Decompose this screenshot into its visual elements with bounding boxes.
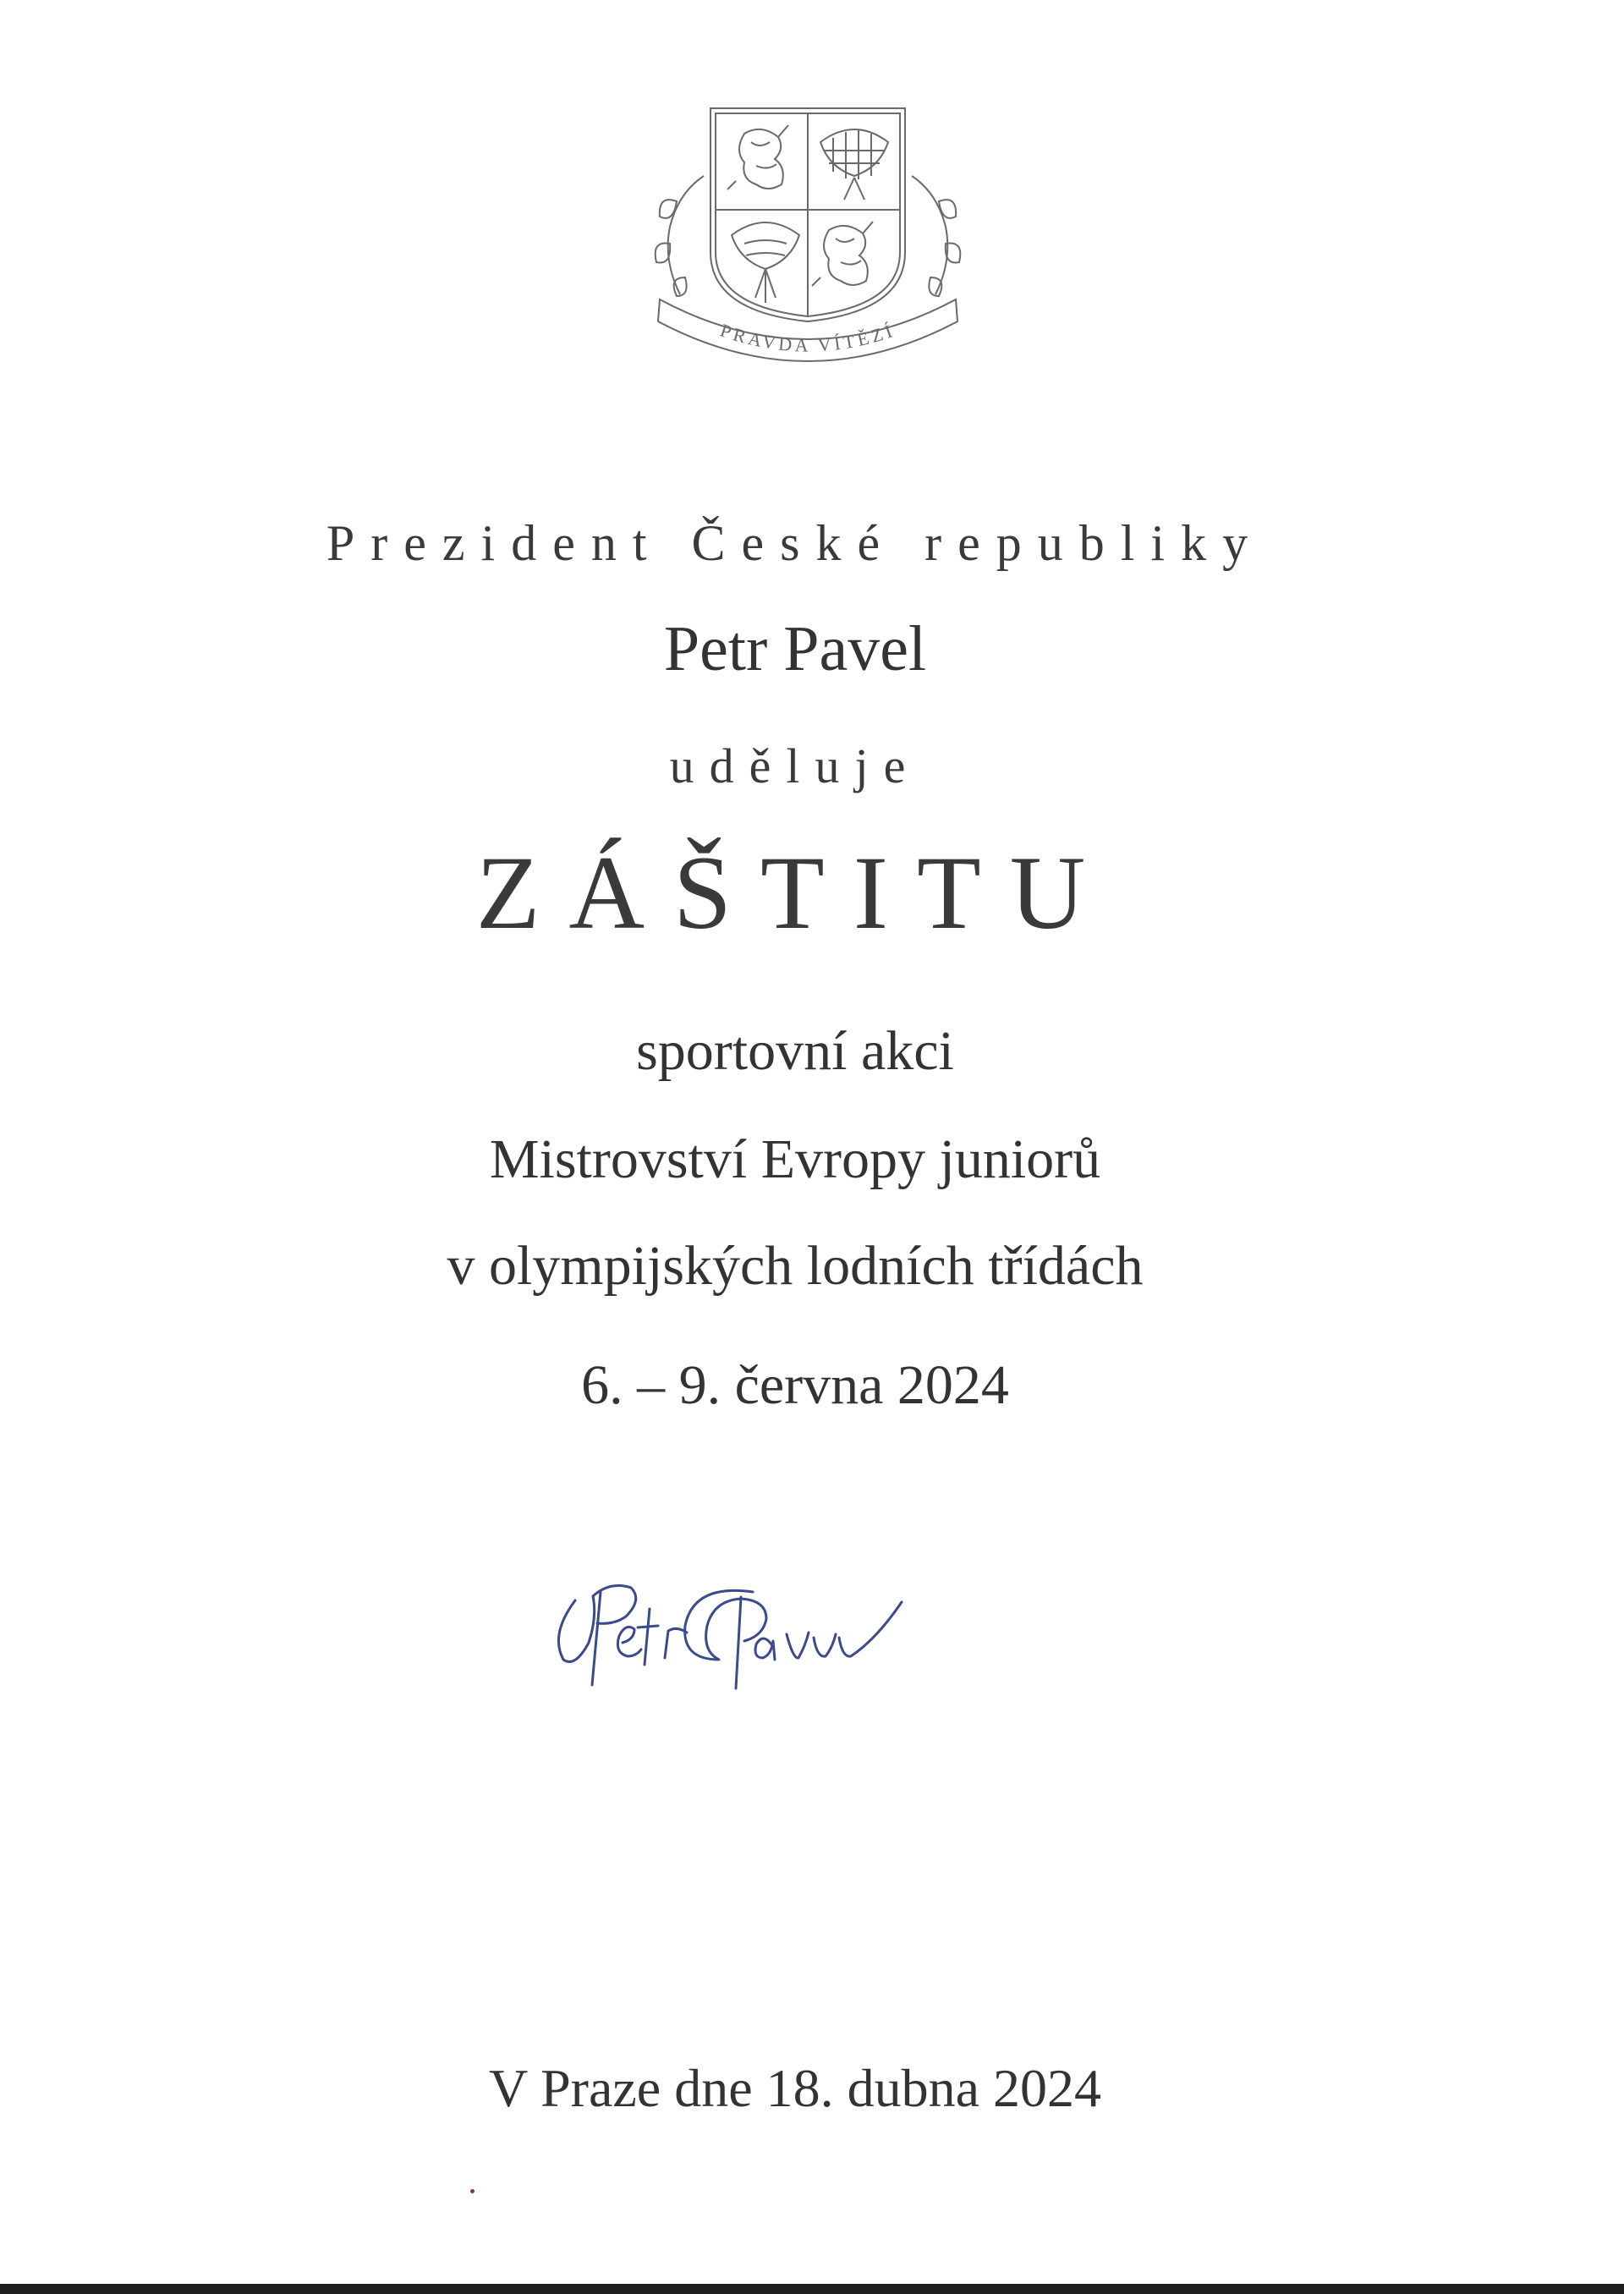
handwritten-signature-icon [541, 1567, 990, 1693]
svg-text:PRAVDA VÍTĚZÍ: PRAVDA VÍTĚZÍ [717, 319, 898, 356]
event-name: Mistrovství Evropy juniorů [489, 1128, 1101, 1190]
grant-verb: uděluje [669, 738, 921, 793]
event-classes: v olympijských lodních třídách [447, 1235, 1144, 1297]
paper-speck [470, 2189, 475, 2193]
event-dates: 6. – 9. června 2024 [581, 1354, 1009, 1416]
president-name: Petr Pavel [663, 613, 927, 684]
event-type: sportovní akci [636, 1020, 954, 1082]
state-coat-of-arms-icon [651, 100, 964, 387]
page-bottom-edge [0, 2284, 1624, 2294]
office-title: Prezident České republiky [326, 515, 1265, 571]
award-title: ZÁŠTITU [475, 835, 1115, 951]
place-and-date: V Praze dne 18. dubna 2024 [489, 2058, 1101, 2118]
